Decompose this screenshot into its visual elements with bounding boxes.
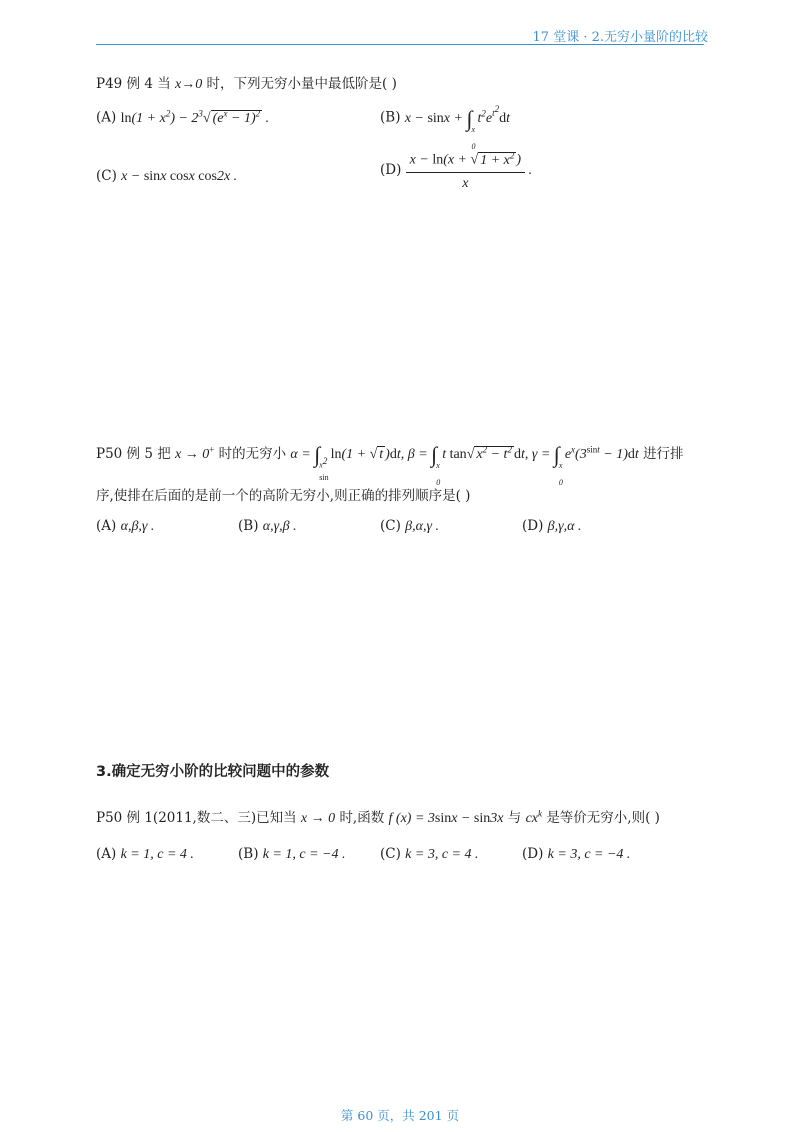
example-1-mid1: 时,函数 [339,810,385,826]
formula-d: $\frac{x - \ln(x + √ 1 + x^2 )}{x}$ . [406,163,532,178]
example-5-line2: 序,使排在后面的是前一个的高阶无穷小,则正确的排列顺序是( ) [96,488,471,504]
option-label: (A) [96,518,117,534]
section-heading: 3.确定无穷小阶的比较问题中的参数 [96,764,330,780]
example-1-tail: 是等价无穷小,则( ) [546,810,660,826]
formula-b: x − sinx + ∫ x 0 $t^2e^{t^2}dt$ [404,104,510,151]
example-5-option-c [380,518,439,535]
option-value: k = 3, c = −4 . [547,847,631,862]
option-value: k = 3, c = 4 . [405,847,479,862]
formula-a: $\ln(1 + x^2) - 2^3√$ $(e^x - 1)^2$ . [120,108,270,126]
example-1-stem [96,806,660,827]
example-1-option-d [522,846,630,863]
example-1-mid2: 与 [507,810,522,826]
example-1-condition: x → 0 [300,811,336,826]
example-5-mid: 时的无穷小 [218,446,287,462]
example-5-label: P50 例 5 把 [96,446,171,462]
option-label: (D) [380,162,402,179]
example-1-option-a [96,846,194,863]
example-1-power: $cx^k$ [525,808,543,826]
example-5-stem [96,442,684,487]
option-label: (D) [522,518,544,534]
header-rule [96,44,704,45]
example-5-tail: 进行排 [643,446,684,462]
example-4-option-d [380,150,532,192]
example-1-label: P50 例 1(2011,数二、三)已知当 [96,810,297,826]
option-value: β,γ,α . [547,519,582,534]
example-1-option-b [238,846,346,863]
example-4-stem [96,72,397,93]
option-value: α,β,γ . [120,519,155,534]
example-4-option-a [96,108,269,127]
option-label: (C) [96,168,117,184]
example-1-option-c [380,846,479,863]
option-label: (B) [238,846,259,862]
option-label: (B) [380,109,401,126]
option-value: k = 1, c = −4 . [262,847,346,862]
example-4-option-c [96,168,237,185]
option-value: k = 1, c = 4 . [120,847,194,862]
option-label: (A) [96,846,117,862]
example-4-condition: x→0 [175,77,203,92]
option-value: β,α,γ . [405,519,440,534]
example-1-function: f (x) = 3sinx − sin3x [388,811,504,826]
example-5-option-a [96,518,154,535]
example-5-option-d [522,518,582,535]
example-5-option-b [238,518,297,535]
example-4-option-b [380,104,510,151]
option-label: (A) [96,109,117,126]
example-4-label: P49 例 4 当 [96,76,171,92]
option-label: (C) [380,518,401,534]
page-footer: 第 60 页，共 201 页 [340,1108,460,1123]
example-5-definitions: α = ∫ $x^2$ sin ln(1 + √ t )dt, β = ∫ x 0 t tan√ $x^2 - t^2$ dt, γ = ∫ x 0 $e^x(3^{sint} - 1)dt$ [290,442,639,487]
running-header: 17 堂课 · 2.无穷小量阶的比较 [532,30,708,45]
option-label: (D) [522,846,544,862]
option-label: (B) [238,518,259,534]
example-5-condition: x → 0+ [175,444,215,462]
example-4-question: 时，下列无穷小量中最低阶是( ) [206,76,397,92]
formula-c: x − sinx cosx cos2x . [121,169,238,184]
option-label: (C) [380,846,401,862]
option-value: α,γ,β . [262,519,297,534]
